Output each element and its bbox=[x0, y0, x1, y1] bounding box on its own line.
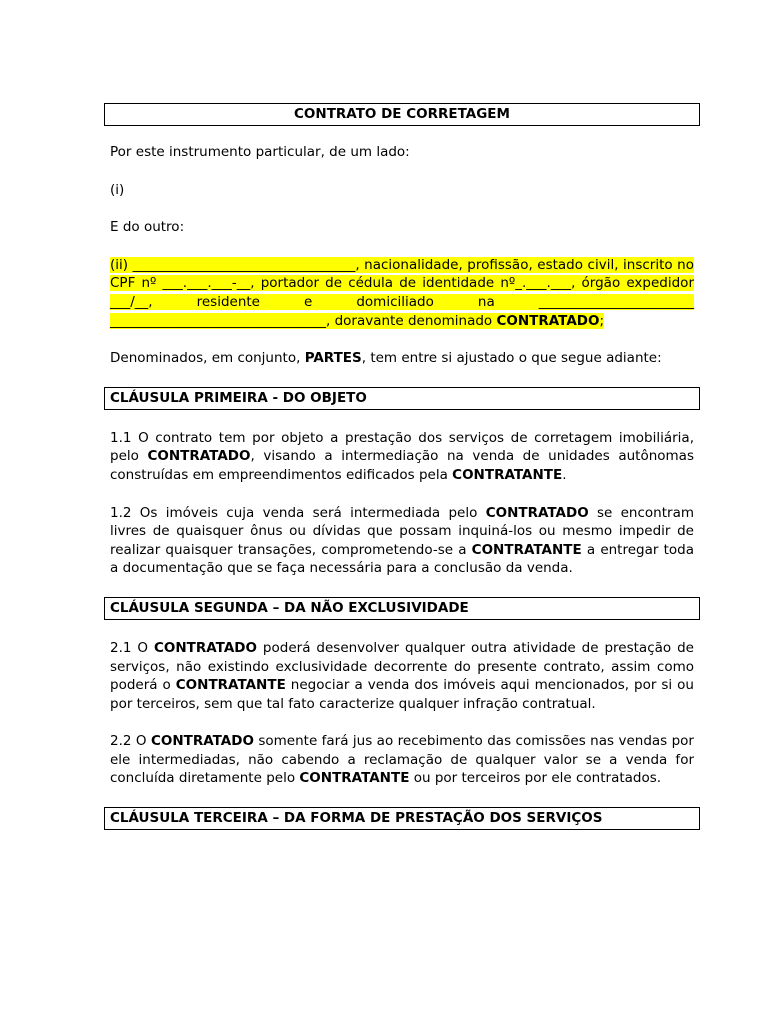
c2p2-text-1: 2.2 O bbox=[110, 733, 151, 750]
c2p2-text-3: ou por terceiros por ele contratados. bbox=[409, 770, 662, 787]
parties-bold: PARTES bbox=[304, 350, 362, 367]
c1p2-bold-2: CONTRATANTE bbox=[471, 541, 582, 558]
parties-text-2: , tem entre si ajustado o que segue adiante: bbox=[361, 350, 662, 367]
parties-text-1: Denominados, em conjunto, bbox=[110, 350, 305, 367]
c2p2-text-2: somente fará jus ao recebimento das comissões nas vendas por ele intermediadas, não cabendo a reclamação de qualquer valor se a venda for concluída diretamente pelo bbox=[110, 733, 694, 787]
c1p2-text-2: se encontram livres de quaisquer ônus ou dívidas que possam inquiná-los ou mesmo impedir de realizar quaisquer transações, comprometendo-se a bbox=[110, 504, 694, 558]
c1p1-text-3: . bbox=[562, 466, 567, 483]
clause-two-item-1 bbox=[110, 639, 694, 713]
c2p1-text-3: negociar a venda dos imóveis aqui mencionados, por si ou por terceiros, sem que tal fato caracterize qualquer infração contratual. bbox=[110, 677, 694, 712]
clause-one-heading: CLÁUSULA PRIMEIRA - DO OBJETO bbox=[104, 387, 700, 410]
c2p2-bold-1: CONTRATADO bbox=[150, 733, 254, 750]
intro-line-one: Por este instrumento particular, de um lado: bbox=[110, 144, 410, 160]
c1p2-text-3: a entregar toda a documentação que se faça necessária para a conclusão da venda. bbox=[110, 541, 694, 577]
party-two-paragraph bbox=[110, 256, 694, 330]
party-two-end: ; bbox=[599, 312, 605, 329]
party-one-label: (i) bbox=[110, 181, 125, 198]
c2p1-text-1: 2.1 O bbox=[110, 639, 154, 656]
party-two-text: (ii) _________________________________, nacionalidade, profissão, estado civil, inscrito no CPF nº ___.___.___-__, portador de cédula de identidade nº_.___.___, órgão expedidor ___/__, residente e domiciliado na _______________________ ________________________________, doravante denominado bbox=[110, 256, 694, 329]
clause-one-item-2 bbox=[110, 504, 694, 578]
c1p1-text-1: 1.1 O contrato tem por objeto a prestação dos serviços de corretagem imobiliária, pelo bbox=[110, 429, 694, 465]
c2p1-bold-2: CONTRATANTE bbox=[175, 677, 286, 694]
parties-paragraph bbox=[110, 349, 694, 368]
document-page bbox=[110, 103, 694, 830]
c1p1-bold-2: CONTRATANTE bbox=[452, 466, 563, 483]
c1p2-bold-1: CONTRATADO bbox=[485, 504, 589, 521]
party-two-highlight bbox=[110, 257, 694, 329]
clause-one-item-1 bbox=[110, 429, 694, 485]
c1p1-bold-1: CONTRATADO bbox=[147, 448, 251, 465]
c2p2-bold-2: CONTRATANTE bbox=[299, 770, 410, 787]
clause-two-item-2 bbox=[110, 732, 694, 788]
document-title: CONTRATO DE CORRETAGEM bbox=[104, 103, 700, 126]
c1p1-text-2: , visando a intermediação na venda de unidades autônomas construídas em empreendimentos edificados pela bbox=[110, 448, 694, 483]
c2p1-text-2: poderá desenvolver qualquer outra atividade de prestação de serviços, não existindo exclusividade decorrente do presente contrato, assim como poderá o bbox=[110, 639, 694, 694]
clause-three-heading: CLÁUSULA TERCEIRA – DA FORMA DE PRESTAÇÃO DOS SERVIÇOS bbox=[104, 807, 700, 830]
c2p1-bold-1: CONTRATADO bbox=[154, 639, 257, 656]
intro-line-two: E do outro: bbox=[110, 219, 185, 236]
c1p2-text-1: 1.2 Os imóveis cuja venda será intermediada pelo bbox=[110, 504, 486, 521]
clause-two-heading: CLÁUSULA SEGUNDA – DA NÃO EXCLUSIVIDADE bbox=[104, 597, 700, 620]
party-two-contratado: CONTRATADO bbox=[496, 312, 600, 329]
